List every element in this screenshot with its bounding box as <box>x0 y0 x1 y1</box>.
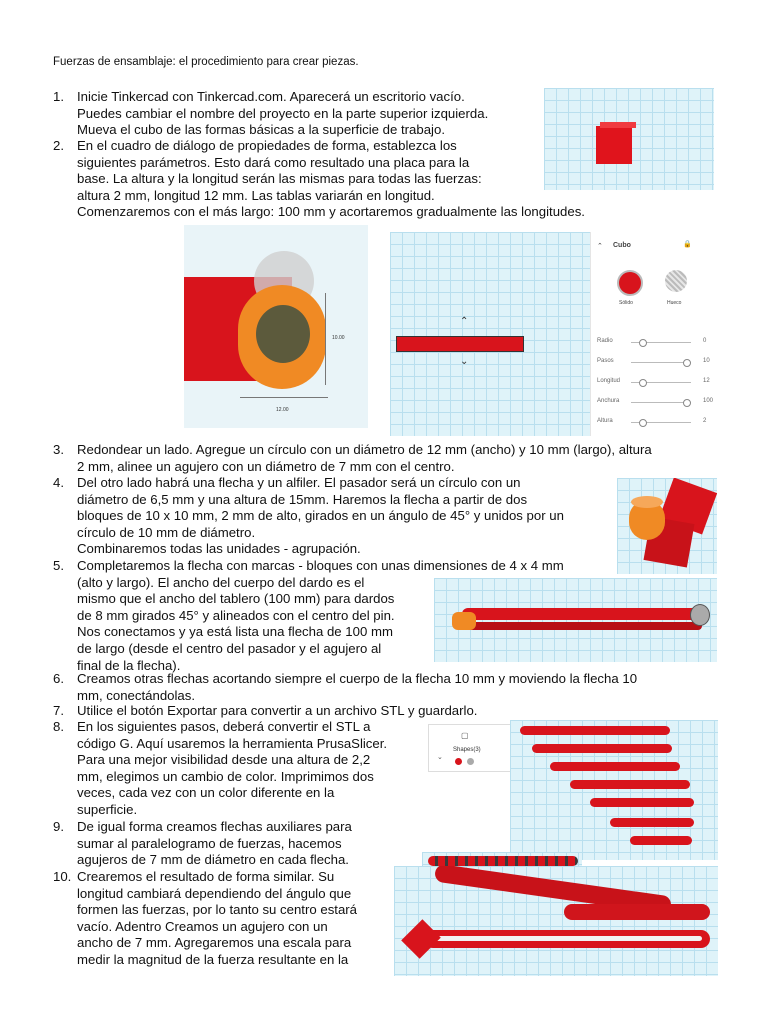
arrow-shape <box>610 818 694 827</box>
printed-arrow <box>428 856 578 866</box>
step-line: bloques de 10 x 10 mm, 2 mm de alto, girados en un ángulo de 45° y unidos por un <box>77 508 564 524</box>
step-number: 6. <box>53 671 64 686</box>
step-line: de 8 mm girados 45° y alineados con el centro del pin. <box>77 607 395 623</box>
figure-shapes-panel: Shapes(3) ⌄ ▢ <box>428 724 512 772</box>
figure-plate-rounded <box>184 225 368 428</box>
property-value: 100 <box>703 398 714 404</box>
step-line: 2 mm, alinee un agujero con un diámetro de 7 mm con el centro. <box>77 458 455 474</box>
step-number: 8. <box>53 719 64 734</box>
step-line: diámetro de 6,5 mm y una altura de 15mm. Haremos la flecha a partir de dos <box>77 491 528 507</box>
arrow-shape <box>520 726 670 735</box>
step-number: 4. <box>53 475 64 490</box>
height-dimension: 10.00 <box>332 335 345 341</box>
step-number: 7. <box>53 703 64 718</box>
step-line: Completaremos la flecha con marcas - bloques con unas dimensiones de 4 x 4 mm <box>77 558 564 573</box>
step-line: Mueva el cubo de las formas básicas a la superficie de trabajo. <box>77 122 445 138</box>
page-heading: Fuerzas de ensamblaje: el procedimiento para crear piezas. <box>53 56 359 68</box>
slider-knob[interactable] <box>639 339 647 347</box>
step-line: Combinaremos todas las unidades - agrupación. <box>77 541 361 557</box>
step-line: De igual forma creamos flechas auxiliares para <box>77 819 352 834</box>
figure-cube <box>544 88 714 190</box>
step-line: Utilice el botón Exportar para convertir a un archivo STL y guardarlo. <box>77 703 478 718</box>
property-label: Radio <box>597 338 613 344</box>
step-number: 10. <box>53 869 72 884</box>
step-line: sumar al paralelogramo de fuerzas, hacemos <box>77 835 342 851</box>
property-value: 2 <box>703 418 707 424</box>
step-line: longitud cambiará dependiendo del ángulo que <box>77 885 352 901</box>
property-label: Altura <box>597 418 613 424</box>
step-line: mm, conectándolas. <box>77 687 196 703</box>
arrow-shape <box>590 798 694 807</box>
slider-knob[interactable] <box>683 359 691 367</box>
slider-knob[interactable] <box>683 399 691 407</box>
step-line: mismo que el ancho del tablero (100 mm) para dardos <box>77 591 395 607</box>
step-line: Redondear un lado. Agregue un círculo con un diámetro de 12 mm (ancho) y 10 mm (largo), altura <box>77 442 652 457</box>
step-line: Inicie Tinkercad con Tinkercad.com. Aparecerá un escritorio vacío. <box>77 89 465 104</box>
step-number: 9. <box>53 819 64 834</box>
step-number: 1. <box>53 89 64 104</box>
property-value: 10 <box>703 358 710 364</box>
step-line: Puedes cambiar el nombre del proyecto en la parte superior izquierda. <box>77 105 489 121</box>
step-line: medir la magnitud de la fuerza resultante en la <box>77 952 349 967</box>
panel-title: Cubo <box>613 242 631 249</box>
property-label: Longitud <box>597 378 621 384</box>
step-number: 5. <box>53 558 64 573</box>
arrow-shape <box>570 780 690 789</box>
step-number: 3. <box>53 442 64 457</box>
figure-long-arrow <box>434 578 717 662</box>
step-line: altura 2 mm, longitud 12 mm. Las tablas variarán en longitud. <box>77 187 435 203</box>
step-line: vacío. Adentro Creamos un agujero con un <box>77 918 328 934</box>
figure-pin-arrow <box>617 478 717 574</box>
step-line: veces, cada vez con un color diferente en la <box>77 785 335 801</box>
step-line: círculo de 10 mm de diámetro. <box>77 524 256 540</box>
hole-label: Hueco <box>667 300 682 306</box>
step-line: superficie. <box>77 802 138 817</box>
figure-resultant-arrow <box>394 866 718 976</box>
hole-swatch[interactable] <box>665 270 687 292</box>
solid-label: Sólido <box>619 300 633 306</box>
property-value: 0 <box>703 338 707 344</box>
step-line: final de la flecha). <box>77 657 181 673</box>
lock-icon[interactable]: 🔒 <box>683 241 692 248</box>
property-slider[interactable] <box>631 362 691 363</box>
step-line: Del otro lado habrá una flecha y un alfiler. El pasador será un círculo con un <box>77 475 521 490</box>
step-number: 2. <box>53 138 64 153</box>
step-line: Nos conectamos y ya está lista una flecha de 100 mm <box>77 624 393 640</box>
step-line: Crearemos el resultado de forma similar. Su <box>77 869 335 884</box>
step-line: siguientes parámetros. Esto dará como resultado una placa para la <box>77 154 470 170</box>
arrow-shape <box>630 836 692 845</box>
step-line: En el cuadro de diálogo de propiedades de forma, establezca los <box>77 138 457 153</box>
step-line: base. La altura y la longitud serán las mismas para todas las fuerzas: <box>77 171 482 187</box>
solid-swatch[interactable] <box>617 270 643 296</box>
step-line: de largo (desde el centro del pasador y el agujero al <box>77 641 382 656</box>
property-label: Anchura <box>597 398 620 404</box>
step-line: En los siguientes pasos, deberá convertir el STL a <box>77 719 371 734</box>
shapes-panel-label: Shapes(3) <box>453 747 481 753</box>
step-line: Comenzaremos con el más largo: 100 mm y acortaremos gradualmente las longitudes. <box>77 204 585 220</box>
arrow-shape <box>532 744 672 753</box>
step-line: ancho de 7 mm. Agregaremos una escala para <box>77 935 352 951</box>
slider-knob[interactable] <box>639 419 647 427</box>
slider-knob[interactable] <box>639 379 647 387</box>
property-value: 12 <box>703 378 710 384</box>
figure-plate-properties: ⌃ ⌄ ⌃ Cubo 🔒 Sólido Hueco Radio 0 Pasos 10 Longitud 12 Anchura 100 Altura 2 <box>390 232 720 436</box>
step-line: formen las fuerzas, por lo tanto su centro estará <box>77 902 358 918</box>
step-line: agujeros de 7 mm de diámetro en cada flecha. <box>77 852 349 868</box>
step-line: Creamos otras flechas acortando siempre el cuerpo de la flecha 10 mm y moviendo la flecha 10 <box>77 671 638 686</box>
property-slider[interactable] <box>631 402 691 403</box>
step-line: código G. Aquí usaremos la herramienta PrusaSlicer. <box>77 735 388 751</box>
figure-multiple-arrows <box>510 720 718 860</box>
step-line: mm, elegimos un cambio de color. Imprimimos dos <box>77 768 374 784</box>
step-line: Para una mejor visibilidad desde una altura de 2,2 <box>77 752 371 768</box>
step-line: (alto y largo). El ancho del cuerpo del dardo es el <box>77 574 365 590</box>
shape-properties-panel: ⌃ Cubo 🔒 Sólido Hueco Radio 0 Pasos 10 Longitud 12 Anchura 100 Altura 2 <box>590 232 720 436</box>
arrow-shape <box>550 762 680 771</box>
property-label: Pasos <box>597 358 614 364</box>
width-dimension: 12.00 <box>276 407 289 413</box>
